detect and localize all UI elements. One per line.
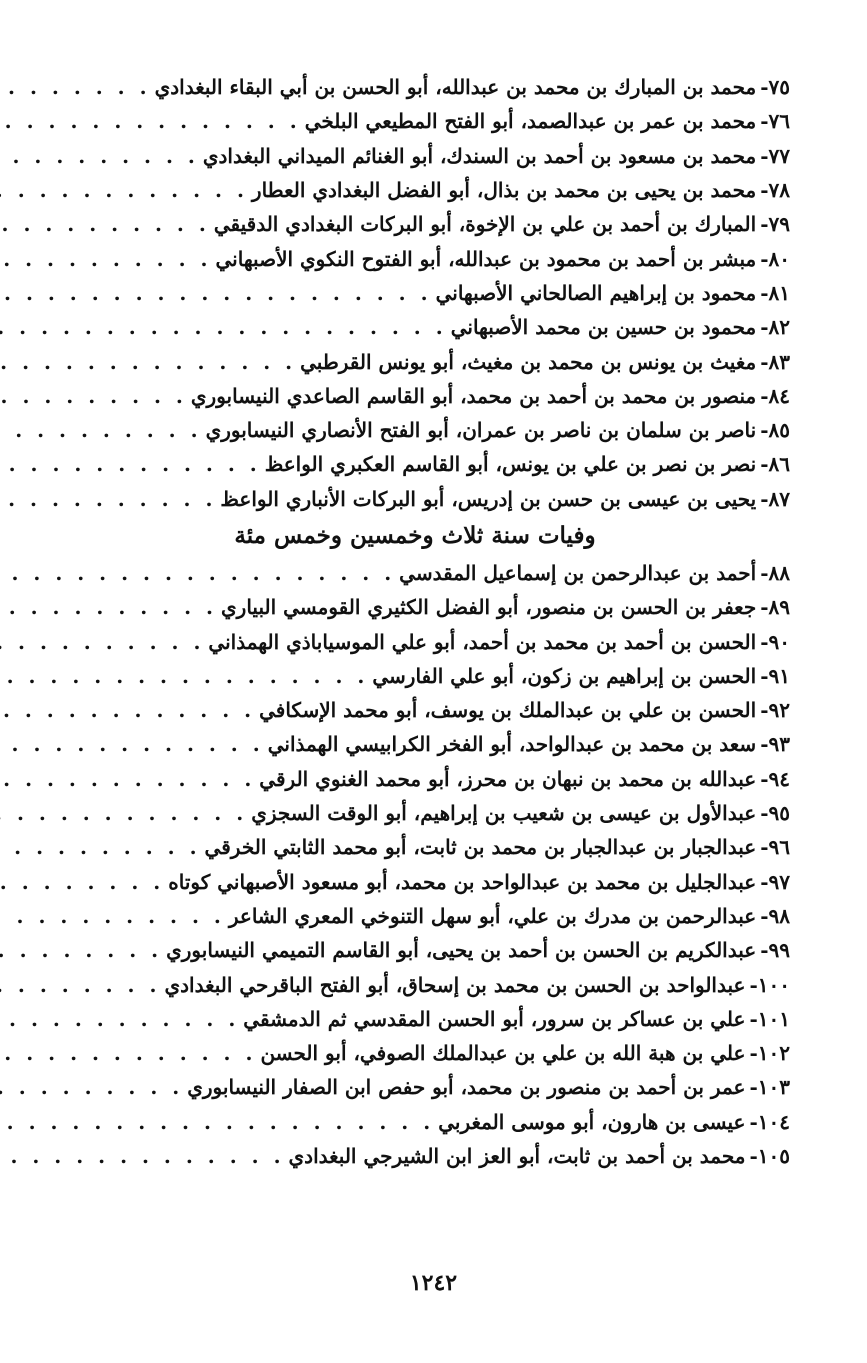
entry-title: ناصر بن سلمان بن ناصر بن عمران، أبو الفتح الأنصاري النيسابوري [205,418,757,443]
toc-entry [40,70,790,104]
dot-leader [0,933,166,967]
entry-title: عبدالله بن محمد بن نبهان بن محرز، أبو محمد الغنوي الرقي [259,766,757,791]
entry-title: الحسن بن أحمد بن محمد بن أحمد، أبو علي الموسياباذي الهمذاني [208,629,757,654]
toc-entry [40,482,790,516]
toc-entry [40,139,790,173]
entry-number: ١٠٣- [749,1075,790,1100]
toc-entry [40,413,790,447]
toc-entry [40,590,790,624]
entry-title: سعد بن محمد بن عبدالواحد، أبو الفخر الكرابيسي الهمذاني [267,732,757,757]
entry-number: ٩٠- [760,629,790,654]
toc-entry [40,624,790,658]
entry-title: محمود بن حسين بن محمد الأصبهاني [450,315,757,340]
toc-entry [40,1002,790,1036]
section-heading: وفيات سنة ثلاث وخمسين وخمس مئة [234,521,596,549]
toc-entry [40,447,790,481]
entry-title: محمود بن إبراهيم الصالحاني الأصبهاني [435,280,757,305]
entry-title: أحمد بن عبدالرحمن بن إسماعيل المقدسي [399,561,757,585]
dot-leader [0,70,155,104]
entries-group-b [40,556,790,1173]
toc-entry [40,933,790,967]
page-number: ١٢٤٢ [409,1270,458,1296]
entry-title: محمد بن المبارك بن محمد بن عبدالله، أبو الحسن بن أبي البقاء البغدادي [154,75,757,100]
toc-entry [40,727,790,761]
entry-number: ١٠٠- [749,972,790,997]
dot-leader [0,1036,260,1070]
entry-title: محمد بن يحيى بن محمد بن بذال، أبو الفضل البغدادي العطار [251,178,757,203]
dot-leader [0,413,206,447]
dot-leader [0,345,300,379]
entry-number: ٩٩- [760,938,790,963]
entry-number: ٨٦- [760,452,790,477]
entry-title: محمد بن مسعود بن أحمد بن السندك، أبو الغنائم الميداني البغدادي [202,143,757,168]
dot-leader [0,447,265,481]
dot-leader [0,379,191,413]
dot-leader [0,104,305,138]
toc-entry [40,796,790,830]
table-of-contents [40,70,790,1173]
toc-entry [40,865,790,899]
dot-leader [0,1070,187,1104]
dot-leader [0,173,252,207]
dot-leader [0,796,251,830]
dot-leader [0,865,168,899]
entry-title: عمر بن أحمد بن منصور بن محمد، أبو حفص ابن الصفار النيسابوري [187,1075,746,1100]
toc-entry [40,659,790,693]
entry-number: ١٠٥- [749,1144,790,1169]
entry-number: ٨٣- [760,349,790,374]
toc-entry [40,967,790,1001]
entry-title: محمد بن أحمد بن ثابت، أبو العز ابن الشيرجي البغدادي [288,1144,746,1169]
entry-number: ٧٧- [760,143,790,168]
entry-title: يحيى بن عيسى بن حسن بن إدريس، أبو البركات الأنباري الواعظ [220,486,757,511]
dot-leader [0,899,229,933]
dot-leader [0,693,259,727]
toc-entry [40,276,790,310]
entries-group-a [40,70,790,516]
dot-leader [0,590,221,624]
toc-entry [40,344,790,378]
entry-number: ١٠٤- [749,1109,790,1134]
entry-number: ٩٢- [760,698,790,723]
entry-number: ٧٦- [760,109,790,134]
entry-number: ٧٥- [760,75,790,100]
dot-leader [0,968,164,1002]
entry-number: ٩٣- [760,732,790,757]
entry-number: ٧٩- [760,212,790,237]
entry-title: مغيث بن يونس بن محمد بن مغيث، أبو يونس القرطبي [300,349,757,374]
entry-number: ٩٤- [760,766,790,791]
entry-number: ٧٨- [760,178,790,203]
entry-title: المبارك بن أحمد بن علي بن الإخوة، أبو البركات البغدادي الدقيقي [213,212,757,237]
dot-leader [0,242,216,276]
entry-number: ٩٨- [760,903,790,928]
dot-leader [0,207,214,241]
toc-entry [40,173,790,207]
entry-number: ٨٠- [760,246,790,271]
entry-number: ١٠٢- [749,1041,790,1066]
entry-number: ٩٧- [760,869,790,894]
dot-leader [0,139,203,173]
dot-leader [0,625,208,659]
toc-entry [40,1036,790,1070]
entry-title: مبشر بن أحمد بن محمود بن عبدالله، أبو الفتوح النكوي الأصبهاني [215,246,757,271]
entry-number: ٨٥- [760,418,790,443]
entry-number: ٩١- [760,663,790,688]
entry-title: الحسن بن إبراهيم بن زكون، أبو علي الفارسي [372,663,757,688]
dot-leader [0,1002,243,1036]
entry-title: محمد بن عمر بن عبدالصمد، أبو الفتح المطيعي البلخي [304,109,757,134]
entry-title: عيسى بن هارون، أبو موسى المغربي [438,1109,746,1134]
toc-entry [40,830,790,864]
dot-leader [0,1105,438,1139]
dot-leader [0,830,205,864]
entry-number: ٩٦- [760,835,790,860]
entry-title: علي بن عساكر بن سرور، أبو الحسن المقدسي ثم الدمشقي [243,1006,746,1031]
toc-entry [40,762,790,796]
toc-entry [40,207,790,241]
entry-number: ٨٤- [760,383,790,408]
entry-title: عبدالجبار بن عبدالجبار بن محمد بن ثابت، أبو محمد الثابتي الخرقي [204,835,757,860]
entry-title: نصر بن نصر بن علي بن يونس، أبو القاسم العكبري الواعظ [264,452,757,477]
dot-leader [0,659,372,693]
entry-title: الحسن بن علي بن عبدالملك بن يوسف، أبو محمد الإسكافي [259,698,757,723]
toc-entry [40,1105,790,1139]
toc-entry [40,556,790,590]
entry-title: جعفر بن الحسن بن منصور، أبو الفضل الكثيري القومسي البياري [221,595,757,620]
dot-leader [0,762,259,796]
entry-title: منصور بن محمد بن أحمد بن محمد، أبو القاسم الصاعدي النيسابوري [190,383,757,408]
entry-number: ٨٩- [760,595,790,620]
entry-number: ٩٥- [760,801,790,826]
entry-title: عبدالواحد بن الحسن بن محمد بن إسحاق، أبو الفتح الباقرحي البغدادي [164,972,746,997]
entry-title: عبدالرحمن بن مدرك بن علي، أبو سهل التنوخي المعري الشاعر [228,903,757,928]
dot-leader [0,556,399,590]
toc-entry [40,1139,790,1173]
toc-entry [40,241,790,275]
toc-entry [40,310,790,344]
entry-title: عبدالأول بن عيسى بن شعيب بن إبراهيم، أبو الوقت السجزي [251,801,757,826]
entry-number: ٨٢- [760,315,790,340]
dot-leader [0,1139,289,1173]
dot-leader [0,276,436,310]
dot-leader [0,727,268,761]
entry-number: ٨١- [760,280,790,305]
toc-entry [40,104,790,138]
toc-entry [40,899,790,933]
toc-entry [40,379,790,413]
entry-number: ١٠١- [749,1006,790,1031]
dot-leader [0,310,451,344]
entry-title: علي بن هبة الله بن علي بن عبدالملك الصوفي، أبو الحسن [260,1041,746,1066]
entry-title: عبدالكريم بن الحسن بن أحمد بن يحيى، أبو القاسم التميمي النيسابوري [166,938,757,963]
toc-entry [40,693,790,727]
toc-entry [40,1070,790,1104]
entry-number: ٨٨- [760,561,790,585]
dot-leader [0,482,220,516]
entry-number: ٨٧- [760,486,790,511]
entry-title: عبدالجليل بن محمد بن عبدالواحد بن محمد، أبو مسعود الأصبهاني كوتاه [168,869,757,894]
